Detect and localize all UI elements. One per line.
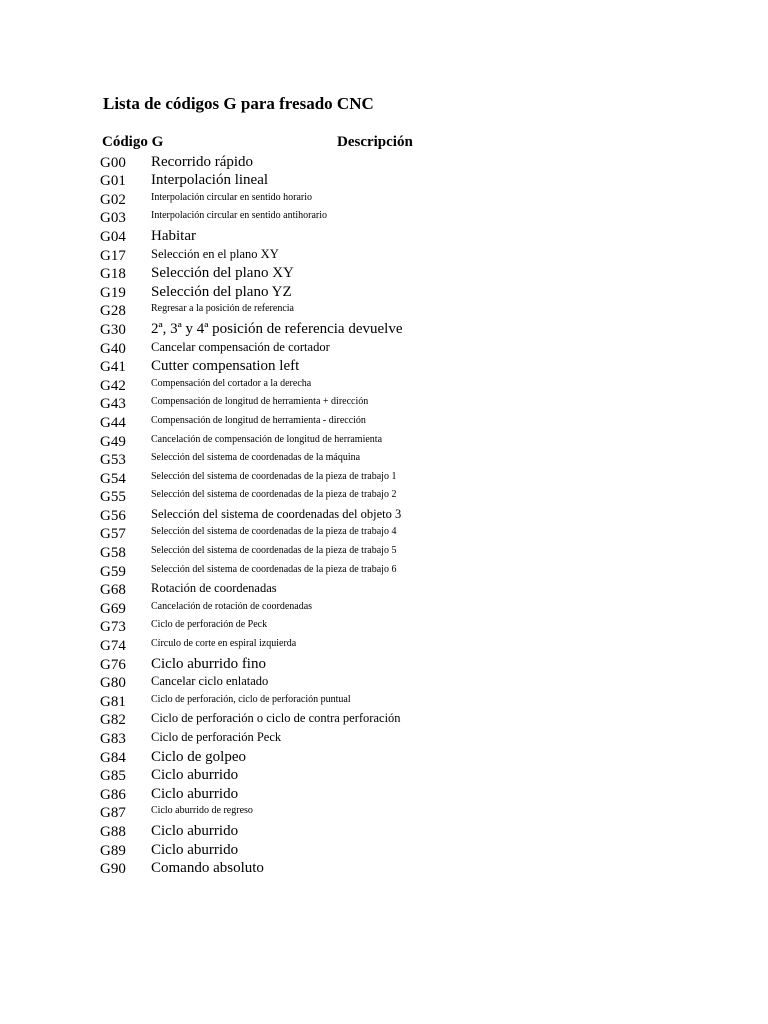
gcode-cell: G43	[100, 396, 126, 413]
description-cell: Selección del sistema de coordenadas de la pieza de trabajo 5	[151, 545, 397, 557]
description-cell: Cancelar ciclo enlatado	[151, 674, 269, 689]
table-row	[0, 784, 768, 803]
table-row	[0, 226, 768, 245]
description-cell: Selección del sistema de coordenadas de la pieza de trabajo 6	[151, 563, 397, 575]
table-row	[0, 394, 768, 413]
header-description: Descripción	[337, 134, 413, 150]
description-cell: Ciclo de perforación, ciclo de perforación puntual	[151, 693, 351, 705]
description-cell: Ciclo aburrido	[151, 785, 239, 802]
table-row	[0, 264, 768, 283]
gcode-cell: G59	[100, 563, 126, 580]
gcode-cell: G03	[100, 210, 126, 227]
gcode-cell: G19	[100, 284, 126, 301]
table-row	[0, 338, 768, 357]
gcode-cell: G55	[100, 489, 126, 506]
gcode-cell: G57	[100, 526, 126, 543]
table-row	[0, 580, 768, 599]
gcode-cell: G82	[100, 712, 126, 729]
table-row	[0, 635, 768, 654]
description-cell: Recorrido rápido	[151, 153, 254, 170]
table-row	[0, 821, 768, 840]
description-cell: Cancelación de rotación de coordenadas	[151, 600, 313, 612]
table-row	[0, 859, 768, 878]
description-cell: Cancelar compensación de cortador	[151, 339, 330, 354]
gcode-cell: G02	[100, 191, 126, 208]
table-row	[0, 301, 768, 320]
description-cell: Selección del sistema de coordenadas de la pieza de trabajo 2	[151, 489, 397, 501]
description-cell: Ciclo de perforación de Peck	[151, 619, 268, 631]
gcode-cell: G40	[100, 340, 126, 357]
document-title: Lista de códigos G para fresado CNC	[103, 94, 374, 113]
description-cell: Habitar	[151, 227, 196, 244]
gcode-cell: G87	[100, 805, 126, 822]
table-row	[0, 375, 768, 394]
table-row	[0, 282, 768, 301]
table-row	[0, 505, 768, 524]
table-row	[0, 691, 768, 710]
gcode-cell: G54	[100, 470, 126, 487]
description-cell: Compensación del cortador a la derecha	[151, 377, 312, 389]
gcode-cell: G49	[100, 433, 126, 450]
table-row	[0, 487, 768, 506]
gcode-cell: G30	[100, 321, 126, 338]
description-cell: Ciclo aburrido	[151, 767, 239, 784]
gcode-cell: G88	[100, 823, 126, 840]
table-row	[0, 542, 768, 561]
description-cell: Ciclo aburrido fino	[151, 655, 266, 672]
gcode-cell: G04	[100, 228, 126, 245]
gcode-cell: G44	[100, 414, 126, 431]
table-row	[0, 412, 768, 431]
table-row	[0, 728, 768, 747]
gcode-cell: G86	[100, 786, 126, 803]
gcode-cell: G85	[100, 768, 126, 785]
gcode-cell: G42	[100, 377, 126, 394]
gcode-cell: G28	[100, 303, 126, 320]
table-row	[0, 803, 768, 822]
table-row	[0, 561, 768, 580]
description-cell: 2ª, 3ª y 4ª posición de referencia devuelve	[151, 320, 403, 337]
gcode-cell: G89	[100, 842, 126, 859]
gcode-cell: G74	[100, 638, 126, 655]
table-row	[0, 598, 768, 617]
description-cell: Selección del plano YZ	[151, 283, 292, 300]
gcode-table	[0, 152, 768, 877]
table-row	[0, 208, 768, 227]
description-cell: Comando absoluto	[151, 860, 264, 877]
table-row	[0, 319, 768, 338]
description-cell: Selección del sistema de coordenadas de la pieza de trabajo 4	[151, 526, 397, 538]
table-row	[0, 840, 768, 859]
description-cell: Rotación de coordenadas	[151, 581, 277, 596]
gcode-cell: G53	[100, 452, 126, 469]
table-row	[0, 747, 768, 766]
table-row	[0, 152, 768, 171]
table-row	[0, 189, 768, 208]
table-row	[0, 245, 768, 264]
description-cell: Compensación de longitud de herramienta + dirección	[151, 396, 369, 408]
description-cell: Selección del sistema de coordenadas de la máquina	[151, 452, 361, 464]
gcode-cell: G81	[100, 693, 126, 710]
table-row	[0, 450, 768, 469]
table-row	[0, 710, 768, 729]
description-cell: Interpolación circular en sentido horario	[151, 191, 313, 203]
gcode-cell: G69	[100, 600, 126, 617]
table-row	[0, 617, 768, 636]
description-cell: Ciclo aburrido	[151, 822, 239, 839]
gcode-cell: G73	[100, 619, 126, 636]
table-row	[0, 171, 768, 190]
description-cell: Selección del sistema de coordenadas de la pieza de trabajo 1	[151, 470, 397, 482]
table-header	[0, 134, 768, 154]
description-cell: Cancelación de compensación de longitud de herramienta	[151, 433, 383, 445]
header-code: Código G	[102, 134, 164, 150]
description-cell: Selección en el plano XY	[151, 246, 279, 261]
gcode-cell: G68	[100, 582, 126, 599]
table-row	[0, 673, 768, 692]
description-cell: Ciclo aburrido de regreso	[151, 805, 253, 817]
gcode-cell: G84	[100, 749, 126, 766]
gcode-cell: G80	[100, 675, 126, 692]
table-row	[0, 357, 768, 376]
description-cell: Interpolación circular en sentido antihorario	[151, 210, 328, 222]
description-cell: Ciclo de golpeo	[151, 748, 246, 765]
gcode-cell: G58	[100, 545, 126, 562]
gcode-cell: G90	[100, 861, 126, 878]
description-cell: Ciclo de perforación Peck	[151, 730, 282, 744]
gcode-cell: G56	[100, 507, 126, 524]
gcode-cell: G00	[100, 154, 126, 171]
table-row	[0, 766, 768, 785]
description-cell: Interpolación lineal	[151, 172, 269, 189]
gcode-cell: G83	[100, 731, 126, 747]
gcode-cell: G17	[100, 247, 126, 264]
description-cell: Ciclo de perforación o ciclo de contra perforación	[151, 711, 401, 726]
gcode-cell: G01	[100, 173, 126, 190]
table-row	[0, 654, 768, 673]
description-cell: Compensación de longitud de herramienta - dirección	[151, 414, 366, 426]
description-cell: Selección del sistema de coordenadas del objeto 3	[151, 506, 402, 521]
description-cell: Selección del plano XY	[151, 265, 294, 282]
description-cell: Regresar a la posición de referencia	[151, 303, 294, 315]
gcode-cell: G18	[100, 266, 126, 283]
table-row	[0, 524, 768, 543]
gcode-cell: G76	[100, 656, 126, 673]
description-cell: Ciclo aburrido	[151, 841, 239, 858]
table-row	[0, 431, 768, 450]
gcode-cell: G41	[100, 359, 126, 376]
description-cell: Cutter compensation left	[151, 358, 300, 375]
table-row	[0, 468, 768, 487]
description-cell: Círculo de corte en espiral izquierda	[151, 638, 297, 650]
